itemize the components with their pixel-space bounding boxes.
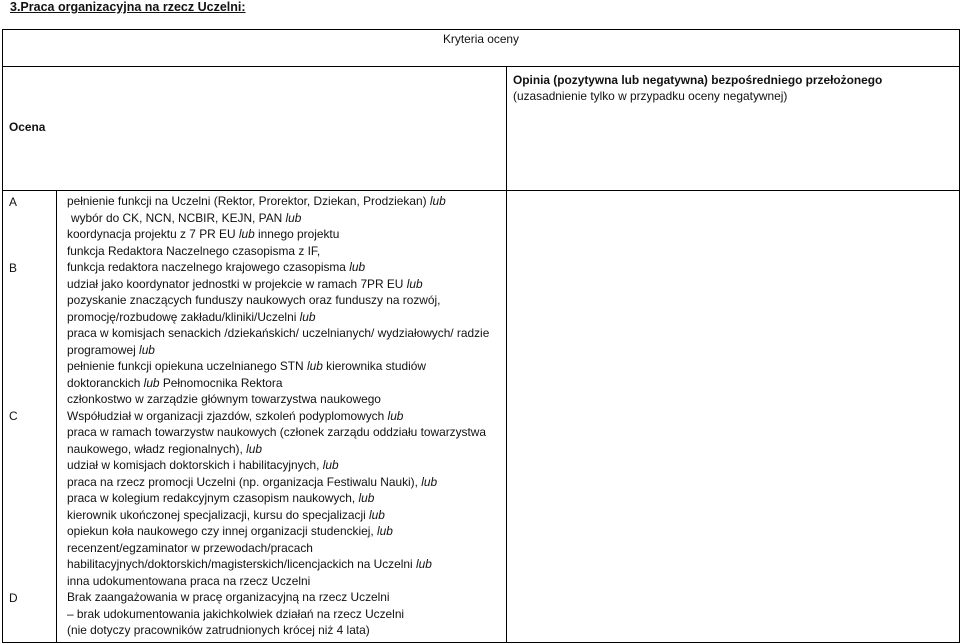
opinion-subtitle: (uzasadnienie tylko w przypadku oceny negatywnej) [513, 89, 788, 103]
criteria-line: wybór do CK, NCN, NCBIR, KEJN, PAN lub [71, 210, 302, 225]
grade-letters-cell [3, 191, 57, 643]
grade-header-label: Ocena [9, 120, 46, 134]
criteria-description-cell [57, 191, 507, 643]
criteria-line: Brak zaangażowania w pracę organizacyjną na rzecz Uczelni [67, 590, 390, 604]
criteria-line: funkcja redaktora naczelnego krajowego czasopisma lub [67, 260, 366, 274]
criteria-line: członkostwo w zarządzie głównym towarzystwa naukowego [67, 392, 381, 406]
criteria-line: udział jako koordynator jednostki w projekcie w ramach 7PR EU lub [67, 276, 423, 291]
grade-letter-b: B [9, 261, 17, 275]
grade-d-criteria [67, 589, 506, 639]
criteria-table [2, 29, 960, 643]
criteria-line: – brak udokumentowania jakichkolwiek działań na rzecz Uczelni [67, 606, 405, 621]
criteria-line: pełnienie funkcji na Uczelni (Rektor, Prorektor, Dziekan, Prodziekan) lub [67, 194, 446, 208]
criteria-line: pozyskanie znaczących funduszy naukowych oraz funduszy na rozwój, [67, 293, 441, 307]
criteria-line: habilitacyjnych/doktorskich/magisterskich/licencjackich na Uczelni lub [67, 557, 432, 571]
grade-letter-c: C [9, 409, 18, 423]
criteria-header-label: Kryteria oceny [442, 32, 519, 46]
criteria-line: koordynacja projektu z 7 PR EU lub innego projektu [67, 227, 340, 241]
opinion-input-cell[interactable] [507, 191, 960, 643]
criteria-line: promocję/rozbudowę zakładu/kliniki/Uczelni lub [67, 309, 316, 324]
criteria-line: pełnienie funkcji opiekuna uczelnianego STN lub kierownika studiów [67, 359, 426, 373]
criteria-line: udział w komisjach doktorskich i habilitacyjnych, lub [67, 458, 339, 472]
grade-b-criteria [67, 259, 506, 408]
criteria-line: inna udokumentowana praca na rzecz Uczelni [67, 573, 311, 588]
criteria-line: programowej lub [67, 342, 155, 357]
criteria-header-cell [3, 30, 960, 67]
opinion-title: Opinia (pozytywna lub negatywna) bezpośredniego przełożonego [513, 73, 883, 87]
criteria-line: funkcja Redaktora Naczelnego czasopisma z IF, [67, 243, 321, 258]
grade-a-criteria [67, 193, 506, 259]
criteria-line: doktoranckich lub Pełnomocnika Rektora [67, 375, 283, 390]
grade-letter-a: A [9, 195, 17, 209]
criteria-line: naukowego, władz regionalnych), lub [67, 441, 263, 456]
criteria-line: recenzent/egzaminator w przewodach/pracach [67, 540, 313, 555]
criteria-line: kierownik ukończonej specjalizacji, kursu do specjalizacji lub [67, 507, 385, 522]
criteria-line: opiekun koła naukowego czy innej organizacji studenckiej, lub [67, 524, 393, 538]
section-title: 3.Praca organizacyjna na rzecz Uczelni: [10, 0, 246, 14]
grade-column-header [3, 67, 507, 191]
grade-c-criteria [67, 408, 506, 590]
criteria-line: Współudział w organizacji zjazdów, szkoleń podyplomowych lub [67, 408, 404, 423]
criteria-line: praca w kolegium redakcyjnym czasopism naukowych, lub [67, 491, 375, 505]
criteria-line: praca w ramach towarzystw naukowych (członek zarządu oddziału towarzystwa [67, 425, 486, 439]
criteria-line: praca na rzecz promocji Uczelni (np. organizacja Festiwalu Nauki), lub [67, 474, 438, 489]
criteria-line: (nie dotyczy pracowników zatrudnionych krócej niż 4 lata) [67, 623, 370, 637]
opinion-column-header [507, 67, 960, 191]
grade-letter-d: D [9, 591, 18, 605]
criteria-line: praca w komisjach senackich /dziekańskich/ uczelnianych/ wydziałowych/ radzie [67, 326, 490, 340]
